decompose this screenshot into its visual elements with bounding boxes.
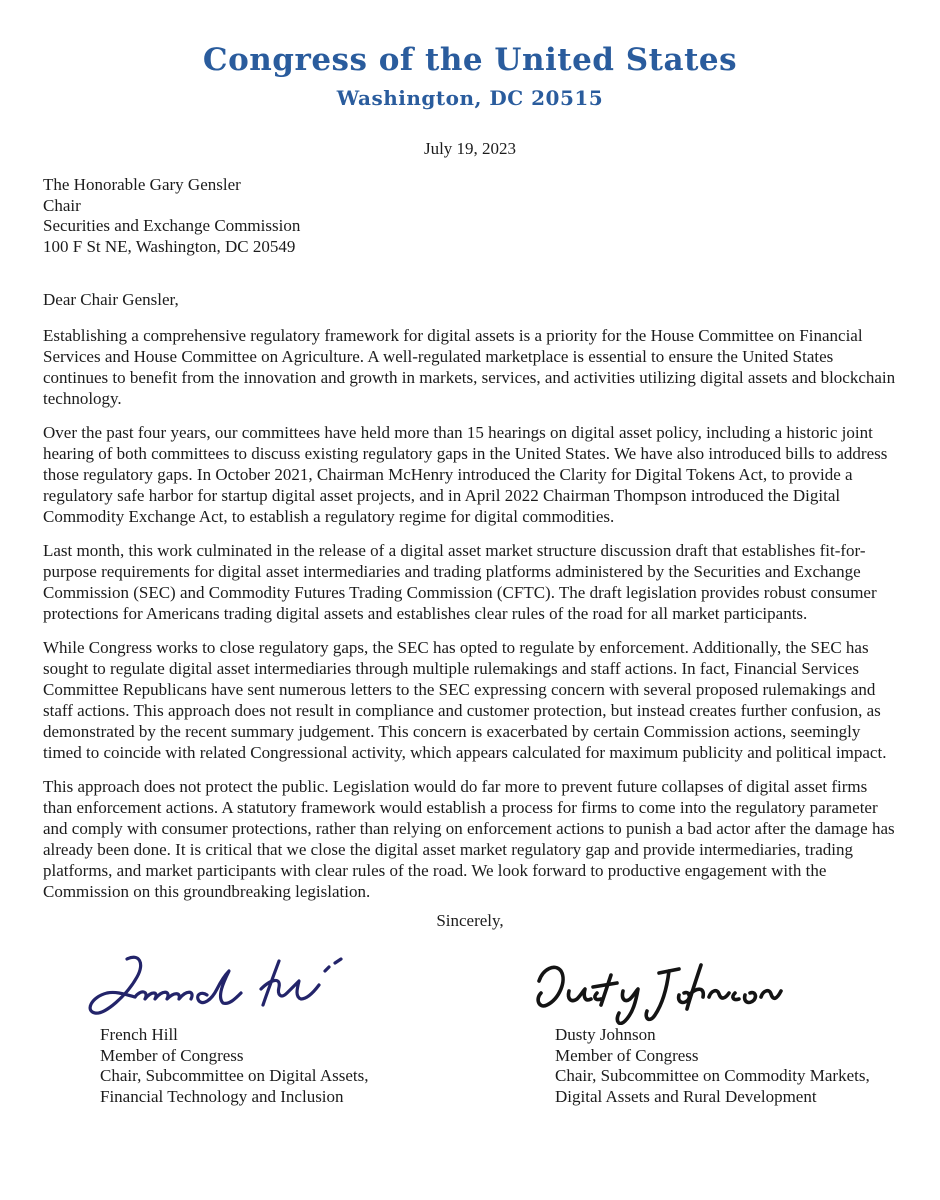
signature-block-french-hill [43, 951, 470, 1107]
paragraph-5: This approach does not protect the public. Legislation would do far more to prevent future collapses of digital asset firms than enforcement actions. A statutory framework would establish a process for firms to come into the regulatory parameter and comply with consumer protections, rather than relying on enforcement actions to punish a bad actor after the damage has already been done. It is critical that we close the digital asset market regulatory gap and provide intermediaries, trading platforms, and market participants with clear rules of the road. We look forward to productive engagement with the Commission on this groundbreaking legislation. [43, 777, 895, 901]
signer-name: Dusty Johnson [555, 1025, 656, 1044]
recipient-organization: Securities and Exchange Commission [43, 216, 301, 235]
dusty-johnson-signature-icon [533, 955, 785, 1025]
paragraph-2: Over the past four years, our committees have held more than 15 hearings on digital asset policy, including a historic joint hearing of both committees to discuss existing regulatory gaps in the United States. We have also introduced bills to address those regulatory gaps. In October 2021, Chairman McHenry introduced the Clarity for Digital Tokens Act, to provide a regulatory safe harbor for startup digital asset projects, and in April 2022 Chairman Thompson introduced the Digital Commodity Exchange Act, to establish a regulatory regime for digital commodities. [43, 423, 888, 526]
dusty-johnson-signature-image [533, 951, 897, 1025]
signer-role-line2: Digital Assets and Rural Development [555, 1086, 817, 1106]
french-hill-signature-icon [83, 951, 373, 1023]
dusty-johnson-signature-text [555, 1025, 897, 1107]
letterhead-title: Congress of the United States [202, 42, 738, 78]
signature-row [0, 951, 940, 1107]
signer-title: Member of Congress [100, 1045, 244, 1065]
paragraph-3: Last month, this work culminated in the release of a digital asset market structure discussion draft that establishes fit-for-purpose requirements for digital asset intermediaries and trading platforms administered by the Securities and Exchange Commission (SEC) and Commodity Futures Trading Commission (CFTC). The draft legislation provides robust consumer protections for Americans trading digital assets and establishes clear rules of the road for all market participants. [43, 541, 877, 623]
salutation: Dear Chair Gensler, [43, 290, 179, 309]
signer-name: French Hill [100, 1025, 178, 1044]
signer-role-line2: Financial Technology and Inclusion [100, 1086, 344, 1106]
recipient-address-block [43, 175, 897, 257]
recipient-street-address: 100 F St NE, Washington, DC 20549 [43, 236, 296, 256]
closing-sincerely: Sincerely, [436, 911, 504, 930]
letterhead-address: Washington, DC 20515 [336, 86, 604, 110]
paragraph-1: Establishing a comprehensive regulatory framework for digital assets is a priority for the House Committee on Financial Services and House Committee on Agriculture. A well-regulated marketplace is essential to ensure the United States continues to benefit from the innovation and growth in markets, services, and activities utilizing digital assets and blockchain technology. [43, 326, 896, 408]
signer-title: Member of Congress [555, 1045, 699, 1065]
signer-role-line1: Chair, Subcommittee on Commodity Markets, [555, 1066, 870, 1085]
recipient-title: Chair [43, 195, 81, 215]
recipient-name: The Honorable Gary Gensler [43, 175, 241, 194]
paragraph-4: While Congress works to close regulatory gaps, the SEC has opted to regulate by enforcement. Additionally, the SEC has sought to regulate digital asset intermediaries through multiple rulemakings and staff actions. In fact, Financial Services Committee Republicans have sent numerous letters to the SEC expressing concern with several proposed rulemakings and staff actions. This approach does not result in compliance and customer protection, but instead creates further confusion, as demonstrated by the recent summary judgement. This concern is exacerbated by certain Commission actions, seemingly timed to coincide with related Congressional activity, which appears calculated for maximum publicity and political impact. [43, 638, 887, 762]
signature-block-dusty-johnson [470, 951, 897, 1107]
letter-date: July 19, 2023 [423, 139, 517, 158]
french-hill-signature-text [100, 1025, 470, 1107]
letterhead [0, 0, 940, 110]
french-hill-signature-image [83, 951, 470, 1025]
signer-role-line1: Chair, Subcommittee on Digital Assets, [100, 1066, 369, 1085]
